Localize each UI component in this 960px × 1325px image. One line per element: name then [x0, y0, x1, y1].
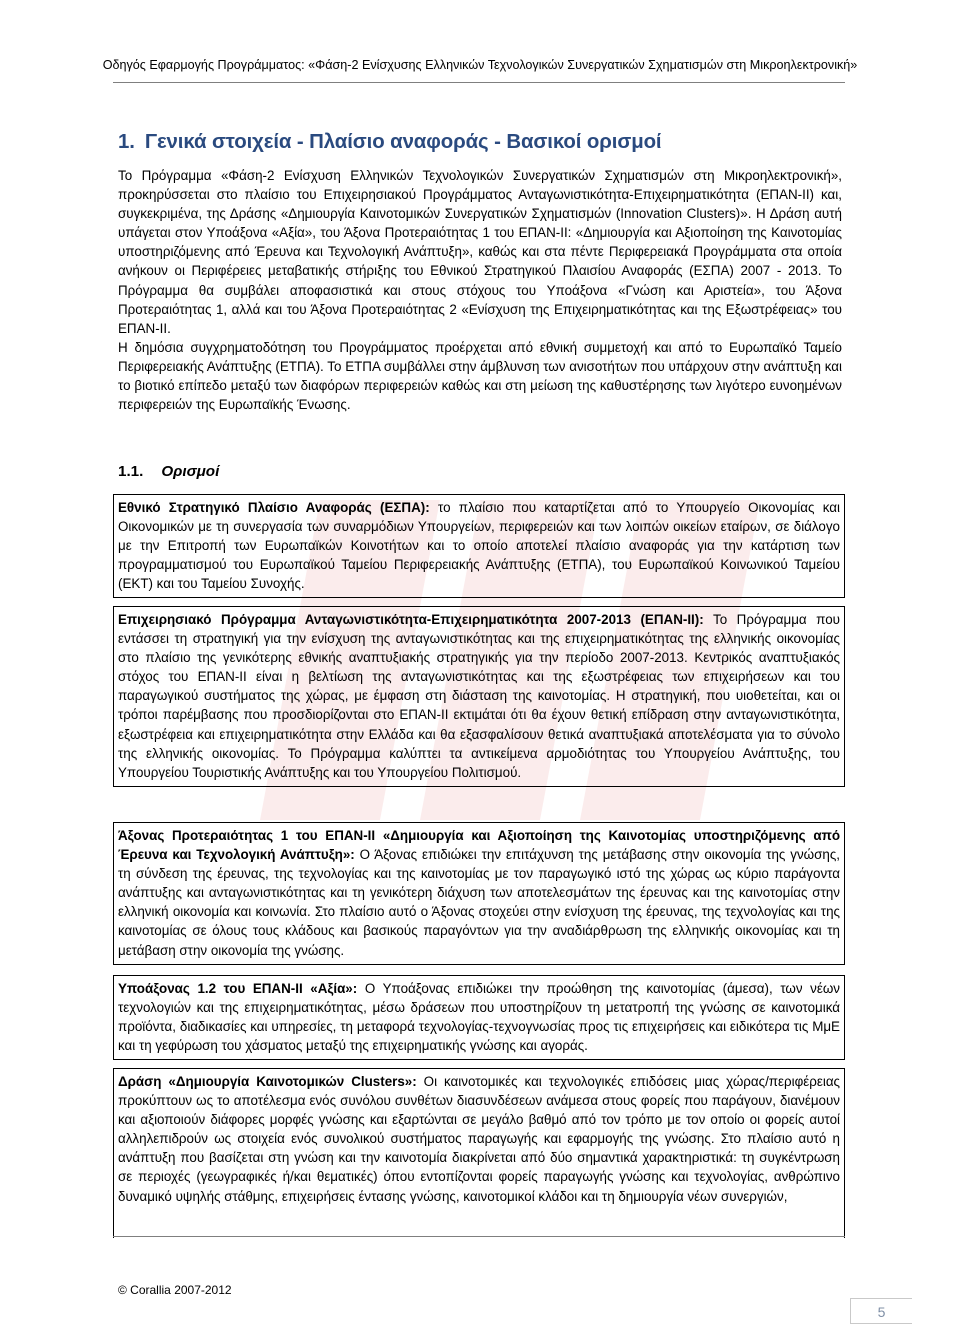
definition-term: Επιχειρησιακό Πρόγραμμα Ανταγωνιστικότητα-Επιχειρηματικότητα 2007-2013 (ΕΠΑΝ-ΙΙ): [118, 612, 704, 627]
definition-text: το πλαίσιο που καταρτίζεται από το Υπουργείο Οικονομίας και Οικονομικών με τη συνεργασία των συναρμόδιων Υπουργείων, περιφερειών και των λοιπών οικείων εταίρων, σε διάλογο με την Επιτροπή των Ευρωπαϊκών Κοινοτήτων και το οποίο αποτελεί πλαίσιο αναφοράς για την κατάρτιση των προγραμματισμού του Ευρωπαϊκού Ταμείου Περιφερειακής Ανάπτυξης (ΕΤΠΑ), του Ευρωπαϊκού Κοινωνικού Ταμείου (ΕΚΤ) και του Ταμείου Συνοχής. [118, 500, 840, 592]
definition-term: Δράση «Δημιουργία Καινοτομικών Clusters»: [118, 1074, 417, 1089]
subsection-heading [118, 463, 219, 480]
running-header: Οδηγός Εφαρμογής Προγράμματος: «Φάση-2 Ενίσχυσης Ελληνικών Τεχνολογικών Συνεργατικών Σχηματισμών στη Μικροηλεκτρονική» [102, 58, 858, 72]
definition-text: Ο Άξονας επιδιώκει την επιτάχυνση της μετάβασης στην οικονομία της γνώσης, τη σύνδεση της έρευνας, της τεχνολογίας και της καινοτομίας με τον παραγωγικό ιστό της χώρας ως κύριο παράγοντα ανάπτυξης και ανταγωνιστικότητας και τη γενικότερη διάχυση των αποτελεσμάτων της έρευνας και της καινοτομίας στην ελληνική οικονομία και κοινωνία. Στο πλαίσιο αυτό ο Άξονας στοχεύει στην ενίσχυση της έρευνας, της τεχνολογίας και της καινοτομίας σε όλους τους κλάδους και βασικούς παραγόντων για την αναδιάρθρωση της ελληνικής οικονομίας και τη μετάβαση στην οικονομία της γνώσης. [118, 847, 840, 958]
page-number: 5 [850, 1298, 912, 1324]
definition-text: Το Πρόγραμμα που εντάσσει τη στρατηγική για την ενίσχυση της ανταγωνιστικότητας και της επιχειρηματικότητας της ελληνικής οικονομίας στο πλαίσιο της γενικότερης εθνικής αναπτυξιακής στρατηγικής για την περίοδο 2007-2013. Κεντρικός αναπτυξιακός στόχος του ΕΠΑΝ-ΙΙ είναι η βελτίωση της ανταγωνιστικότητας και της εξωστρέφειας των επιχειρήσεων και του παραγωγικού συστήματος της χώρας, με έμφαση στη διάσταση της καινοτομίας. Η στρατηγική, που υιοθετείται, και οι τρόποι παρέμβασης που προσδιορίζονται στο ΕΠΑΝ-ΙΙ εκτιμάται ότι θα έχουν θετική επίδραση στην ανταγωνιστικότητα, εξωστρέφεια και επιχειρηματικότητα στην Ελλάδα και θα εξασφαλίσουν θετικά αναπτυξιακά αποτελέσματα για το σύνολο της ελληνικής οικονομίας. Το Πρόγραμμα καλύπτει τα αντικείμενα αρμοδιότητας του Υπουργείου Ανάπτυξης, του Υπουργείου Τουριστικής Ανάπτυξης και του Υπουργείου Πολιτισμού. [118, 612, 841, 780]
definition-term: Άξονας Προτεραιότητας 1 του ΕΠΑΝ-ΙΙ «Δημιουργία και Αξιοποίηση της Καινοτομίας υποστηριζόμενης από Έρευνα και Τεχνολογική Ανάπτυξη»: [118, 828, 840, 863]
definition-box [113, 822, 845, 965]
copyright-notice: © Corallia 2007-2012 [118, 1283, 232, 1297]
definition-box [113, 1068, 845, 1238]
intro-text [118, 166, 842, 414]
definition-text: Ο Υποάξονας επιδιώκει την προώθηση της καινοτομίας (άμεσα), των νέων τεχνολογιών και της επιχειρηματικότητας, μέσω δράσεων που υποστηρίζουν τη μετατροπή της γνώσης σε καινοτομικά προϊόντα, διαδικασίες και υπηρεσίες, τη μεταφορά τεχνολογίας-τεχνογνωσίας προς τις επιχειρήσεις και ειδικότερα τις ΜμΕ και τη γεφύρωση του χάσματος μεταξύ της επιχειρηματικής γνώσης και αγοράς. [118, 981, 840, 1054]
definition-box [113, 975, 845, 1060]
definition-text: Οι καινοτομικές και τεχνολογικές επιδόσεις μιας χώρας/περιφέρειας προκύπτουν ως το αποτέλεσμα ενός συνόλου συνθέτων διασυνδέσεων ανάμεσα στους φορείς που παράγουν, διανέμουν και αξιοποιούν διάφορες μορφές γνώσης και εξαρτώνται σε μεγάλο βαθμό από τον τρόπο με τον οποίο οι φορείς αυτοί αλληλεπιδρούν ως στοιχεία ενός συνολικού συστήματος παραγωγής και εφαρμογής της γνώσης. Στο πλαίσιο αυτό η ανάπτυξη που βασίζεται στη γνώση και την καινοτομία διακρίνεται από δύο σημαντικά χαρακτηριστικά: τη συγκέντρωση σε περιοχές (γεωγραφικές ή/και θεματικές) όπου εντοπίζονται φορείς παραγωγής γνώσης και τεχνολογίας, ανθρώπινο δυναμικό υψηλής στάθμης, επιχειρήσεις έντασης γνώσης, καινοτομικοί κλάδοι και τη δημιουργία νέων συνεργιών, [118, 1074, 841, 1204]
section-number: 1. [118, 131, 135, 153]
paragraph: Το Πρόγραμμα «Φάση-2 Ενίσχυση Ελληνικών Τεχνολογικών Συνεργατικών Σχηματισμών στη Μικροηλεκτρονική», προκηρύσσεται στο πλαίσιο του Επιχειρησιακού Προγράμματος Ανταγωνιστικότητα-Επιχειρηματικότητα (ΕΠΑΝ-ΙΙ) και, συγκεκριμένα, της Δράσης «Δημιουργία Καινοτομικών Συνεργατικών Σχηματισμών (Innovation Clusters)». Η Δράση αυτή υπάγεται στον Υποάξονα «Αξία», του Άξονα Προτεραιότητας 1 του ΕΠΑΝ-ΙΙ: «Δημιουργία και Αξιοποίηση της Καινοτομίας υποστηριζόμενης από Έρευνα και Τεχνολογική Ανάπτυξη», καθώς και στα πέντε Περιφερειακά Προγράμματα στα οποία ανήκουν οι Περιφέρειες μεταβατικής στήριξης του Εθνικού Στρατηγικού Πλαισίου Αναφοράς (ΕΣΠΑ) 2007 - 2013. Το Πρόγραμμα θα συμβάλει αποφασιστικά και στους στόχους του Υποάξονα «Γνώση και Αριστεία», του Άξονα Προτεραιότητας 1, αλλά και του Άξονα Προτεραιότητας 2 «Ενίσχυση της Επιχειρηματικότητας και της Εξωστρέφειας» του ΕΠΑΝ-ΙΙ. [118, 168, 842, 336]
header-divider [113, 82, 845, 83]
definition-term: Εθνικό Στρατηγικό Πλαίσιο Αναφοράς (ΕΣΠΑ): [118, 500, 430, 515]
paragraph: Η δημόσια συγχρηματοδότηση του Προγράμματος προέρχεται από εθνική συμμετοχή και από το Ευρωπαϊκό Ταμείο Περιφερειακής Ανάπτυξης (ΕΤΠΑ). Το ΕΤΠΑ συμβάλλει στην άμβλυνση των ανισοτήτων που υπάρχουν στην ανάπτυξη και το βιοτικό επίπεδο μεταξύ των διαφόρων περιφερειών καθώς και στη μείωση της καθυστέρησης των λιγότερο ευνοημένων περιφερειών της Ευρωπαϊκής Ένωσης. [118, 339, 842, 413]
section-heading [118, 131, 662, 154]
subsection-number: 1.1. [118, 463, 144, 480]
subsection-title: Ορισμοί [161, 463, 220, 480]
definition-box [113, 494, 845, 598]
section-title: Γενικά στοιχεία - Πλαίσιο αναφοράς - Βασικοί ορισμοί [144, 131, 662, 153]
definition-box [113, 606, 845, 787]
footer-divider [113, 1236, 845, 1237]
definition-term: Υποάξονας 1.2 του ΕΠΑΝ-ΙΙ «Αξία»: [118, 981, 358, 996]
